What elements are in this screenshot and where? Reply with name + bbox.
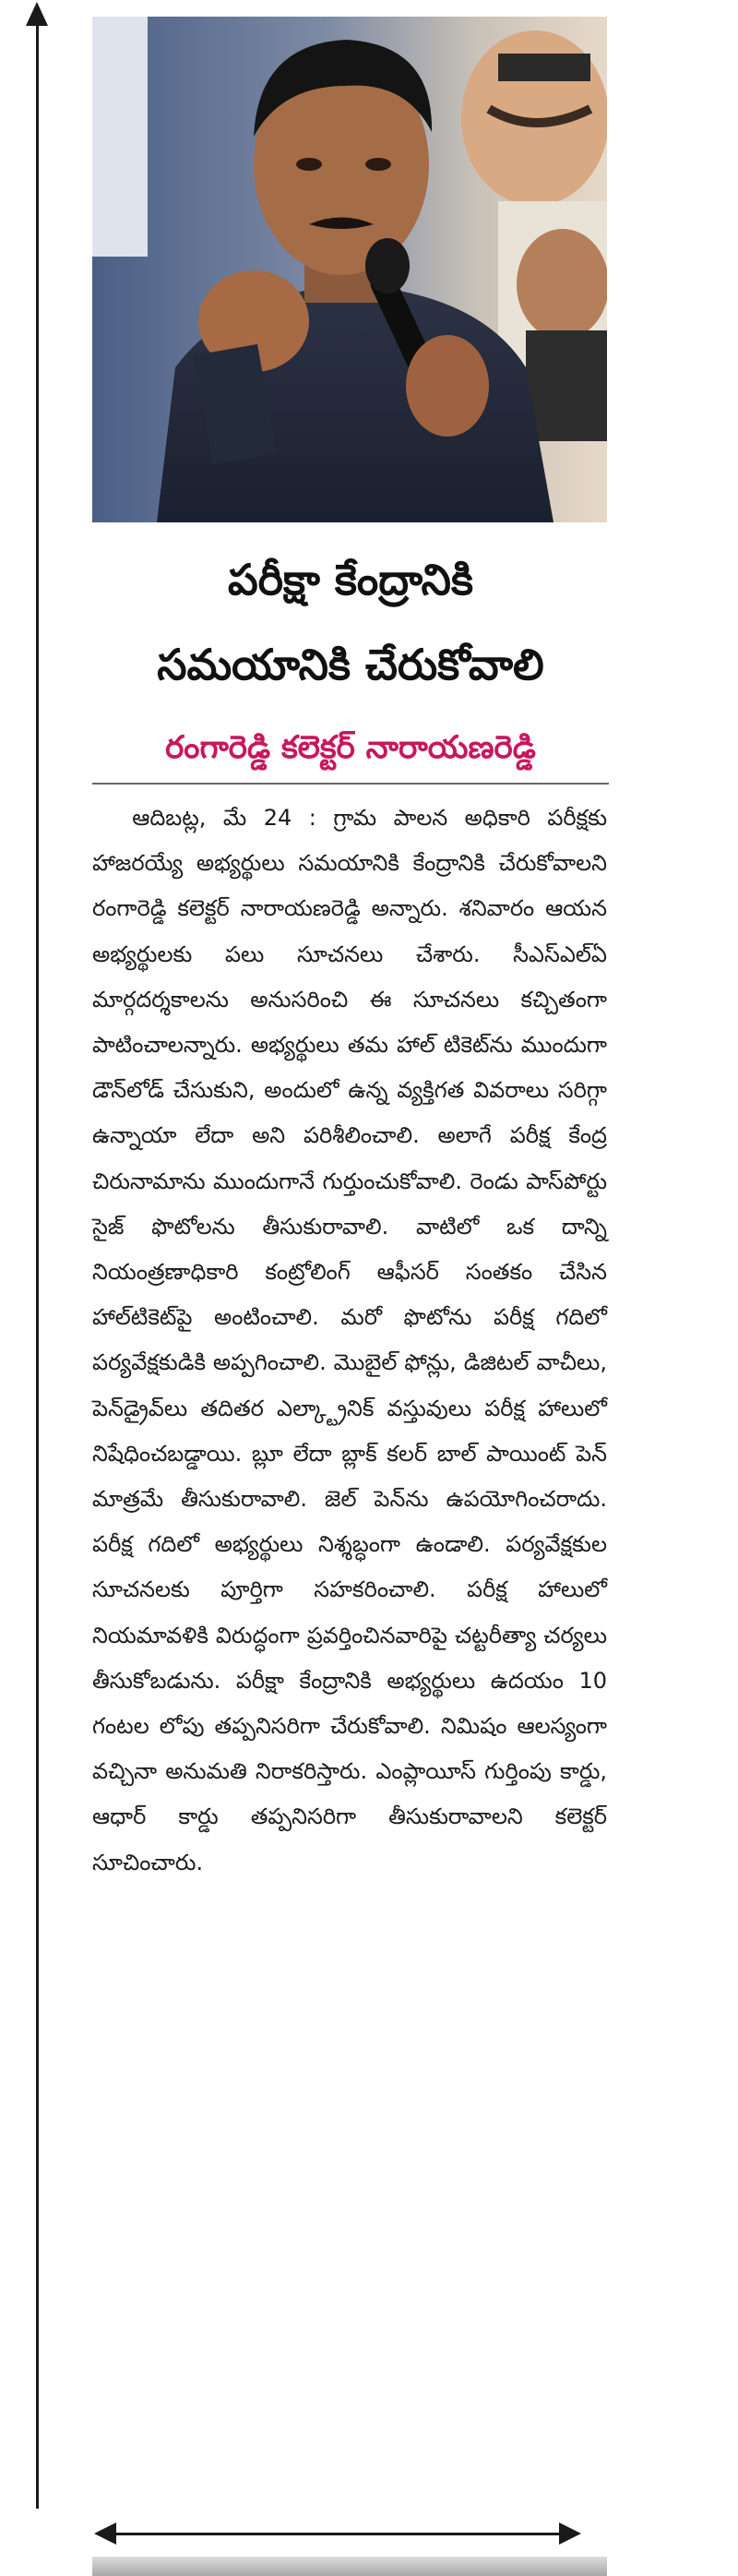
news-photo: [92, 17, 607, 522]
horizontal-measure-line: [111, 2533, 563, 2535]
subheadline: రంగారెడ్డి కలెక్టర్ నారాయణరెడ్డి: [165, 729, 536, 766]
next-photo-edge: [92, 2557, 607, 2576]
article-body: [92, 796, 607, 1886]
headline-line-2: సమయానికి చేరుకోవాలి: [157, 640, 544, 689]
speaker-photo-illustration: [92, 17, 607, 522]
vertical-measure-line: [36, 17, 39, 2509]
arrow-right-icon: [559, 2522, 581, 2545]
headline-line-1: పరీక్షా కేంద్రానికి: [228, 555, 473, 605]
article-paragraph: ఆదిబట్ల, మే 24 : గ్రామ పాలన అధికారి పరీక్షకు హాజరయ్యే అభ్యర్థులు సమయానికి కేంద్రానికి చేరుకోవాలని రంగారెడ్డి కలెక్టర్ నారాయణరెడ్డి అన్నారు. శనివారం ఆయన అభ్యర్థులకు పలు సూచనలు చేశారు. సీఎస్ఎల్ఏ మార్గదర్శకాలను అనుసరించి ఈ సూచనలు కచ్చితంగా పాటించాలన్నారు. అభ్యర్థులు తమ హాల్ టికెట్‌ను ముందుగా డౌన్‌లోడ్ చేసుకుని, అందులో ఉన్న వ్యక్తిగత వివరాలు సరిగ్గా ఉన్నాయా లేదా అని పరిశీలించాలి. అలాగే పరీక్ష కేంద్ర చిరునామాను ముందుగానే గుర్తుంచుకోవాలి. రెండు పాస్‌పోర్టు సైజ్ ఫొటోలను తీసుకురావాలి. వాటిలో ఒక దాన్ని నియంత్రణాధికారి కంట్రోలింగ్ ఆఫీసర్ సంతకం చేసిన హాల్‌టికెట్‌పై అంటించాలి. మరో ఫొటోను పరీక్ష గదిలో పర్యవేక్షకుడికి అప్పగించాలి. మొబైల్ ఫోన్లు, డిజిటల్ వాచీలు, పెన్‌డ్రైవ్‌లు తదితర ఎల్క్ట్రానిక్ వస్తువులు పరీక్ష హాలులో నిషేధించబడ్డాయి. బ్లూ లేదా బ్లాక్ కలర్ బాల్ పాయింట్ పెన్ మాత్రమే తీసుకురావాలి. జెల్ పెన్‌ను ఉపయోగించరాదు. పరీక్ష గదిలో అభ్యర్థులు నిశ్శబ్ధంగా ఉండాలి. పర్యవేక్షకుల సూచనలకు పూర్తిగా సహకరించాలి. పరీక్ష హాలులో నియమావళికి విరుద్ధంగా ప్రవర్తించినవారిపై చట్టరీత్యా చర్యలు తీసుకోబడును. పరీక్షా కేంద్రానికి అభ్యర్థులు ఉదయం 10 గంటల లోపు తప్పనిసరిగా చేరుకోవాలి. నిమిషం ఆలస్యంగా వచ్చినా అనుమతి నిరాకరిస్తారు. ఎంప్లాయీస్ గుర్తింపు కార్డు, ఆధార్ కార్డు తప్పనిసరిగా తీసుకురావాలని కలెక్టర్ సూచించారు.: [92, 805, 607, 1875]
subheadline-rule: [92, 783, 609, 785]
